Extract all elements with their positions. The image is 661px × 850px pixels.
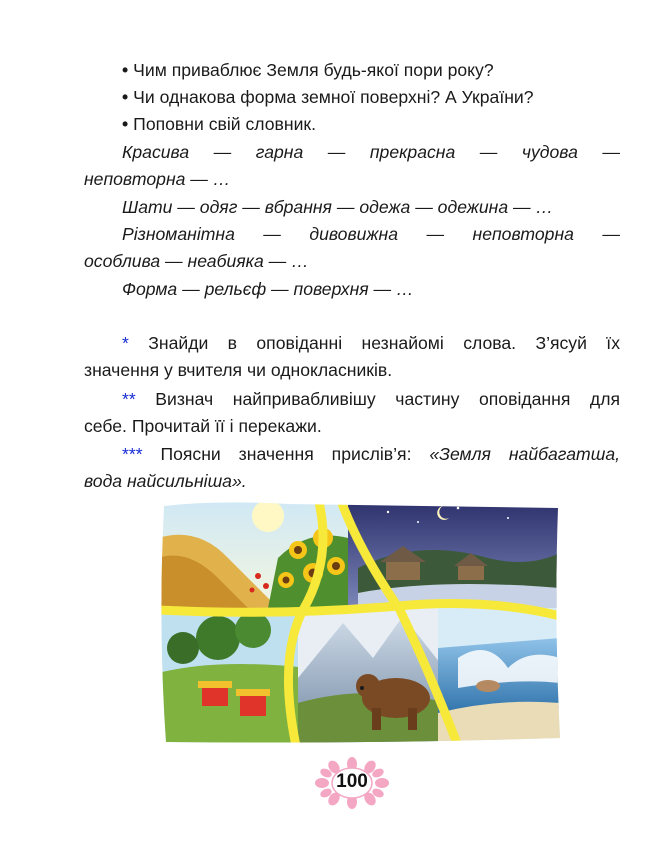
task-1-cont: значення у вчителя чи однокласників.: [84, 360, 393, 380]
bullet: •: [122, 87, 129, 107]
synonym-row-3-cont: особлива — неабияка — …: [84, 251, 309, 271]
task-text: Визнач найпривабливішу частину оповідання для: [135, 389, 620, 409]
question-3: [122, 112, 620, 136]
task-2-cont: себе. Прочитай її і перекажи.: [84, 416, 322, 436]
difficulty-stars: ***: [122, 444, 143, 464]
seasons-illustration: [158, 498, 560, 746]
synonym-row-1-cont: неповторна — …: [84, 169, 231, 189]
task-text: Знайди в оповіданні незнайомі слова. З’ясуй їх: [128, 333, 620, 353]
sea-waves-panel: [438, 608, 560, 746]
synonym-row-4: Форма — рельєф — поверхня — …: [122, 279, 414, 299]
task-3: [122, 442, 620, 466]
task-text: Поясни значення прислів’я:: [142, 444, 430, 464]
difficulty-stars: **: [122, 389, 136, 409]
winter-night-panel: [348, 498, 560, 608]
task-2: [122, 387, 620, 411]
synonym-row-3: Різноманітна — дивовижна — неповторна —: [122, 224, 620, 244]
question-1: [122, 58, 620, 82]
task-1: [122, 331, 620, 355]
page-number: [306, 756, 398, 810]
synonym-row-1: Красива — гарна — прекрасна — чудова —: [122, 142, 620, 162]
bullet: •: [122, 60, 129, 80]
synonym-row-2: Шати — одяг — вбрання — одежа — одежина — …: [122, 197, 554, 217]
question-2: [122, 85, 620, 109]
page-number-text: 100: [336, 771, 368, 792]
proverb-text: «Земля найбагатша,: [429, 444, 620, 464]
question-text: Поповни свій словник.: [133, 114, 316, 134]
bullet: •: [122, 114, 129, 134]
question-text: Чи однакова форма земної поверхні? А України?: [133, 87, 534, 107]
proverb-text-cont: вода найсильніша».: [84, 471, 247, 491]
difficulty-stars: *: [122, 333, 129, 353]
question-text: Чим приваблює Земля будь-якої пори року?: [133, 60, 494, 80]
